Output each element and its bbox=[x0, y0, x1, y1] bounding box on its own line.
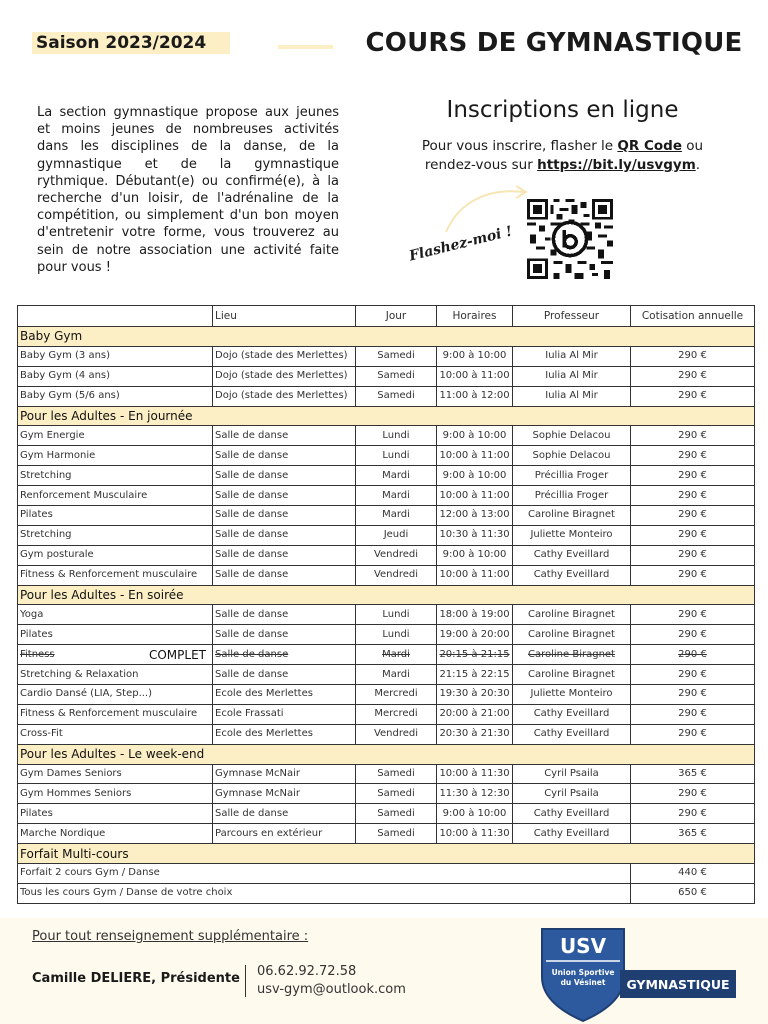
header-cell bbox=[18, 306, 213, 327]
table-cell: Ecole des Merlettes bbox=[213, 724, 356, 744]
table-cell: 290 € bbox=[631, 724, 755, 744]
table-cell: Lundi bbox=[356, 426, 437, 446]
table-cell: 290 € bbox=[631, 645, 755, 665]
table-row bbox=[18, 605, 755, 625]
section-header-row bbox=[18, 406, 755, 426]
forfait-price: 650 € bbox=[631, 883, 755, 903]
table-cell: 20:00 à 21:00 bbox=[437, 704, 513, 724]
table-cell: Ecole des Merlettes bbox=[213, 685, 356, 705]
table-cell: Pilates bbox=[18, 506, 213, 526]
table-cell: Salle de danse bbox=[213, 486, 356, 506]
table-cell: Dojo (stade des Merlettes) bbox=[213, 366, 356, 386]
logo-abbr: USV bbox=[559, 934, 607, 958]
inscriptions-title: Inscriptions en ligne bbox=[446, 97, 679, 123]
table-header-row bbox=[18, 306, 755, 327]
table-cell: 9:00 à 10:00 bbox=[437, 466, 513, 486]
table-row bbox=[18, 764, 755, 784]
table-cell: 290 € bbox=[631, 804, 755, 824]
table-cell: Fitness & Renforcement musculaire bbox=[18, 704, 213, 724]
table-cell: Salle de danse bbox=[213, 426, 356, 446]
table-cell: Caroline Biragnet bbox=[513, 506, 631, 526]
logo-line1: Union Sportive bbox=[551, 968, 615, 977]
flash-me-label: Flashez-moi ! bbox=[407, 223, 514, 265]
table-cell: 18:00 à 19:00 bbox=[437, 605, 513, 625]
table-cell: Mercredi bbox=[356, 704, 437, 724]
table-cell: Marche Nordique bbox=[18, 824, 213, 844]
table-row bbox=[18, 704, 755, 724]
table-cell: 19:00 à 20:00 bbox=[437, 625, 513, 645]
table-cell: Salle de danse bbox=[213, 605, 356, 625]
header-cell: Professeur bbox=[513, 306, 631, 327]
table-cell: Mardi bbox=[356, 466, 437, 486]
table-cell: Cathy Eveillard bbox=[513, 824, 631, 844]
table-cell: Cathy Eveillard bbox=[513, 724, 631, 744]
table-cell: Stretching bbox=[18, 466, 213, 486]
table-cell: Cyril Psaila bbox=[513, 784, 631, 804]
table-cell: Salle de danse bbox=[213, 525, 356, 545]
table-cell: Ecole Frassati bbox=[213, 704, 356, 724]
table-cell: Salle de danse bbox=[213, 804, 356, 824]
table-cell: Mardi bbox=[356, 506, 437, 526]
table-cell: 290 € bbox=[631, 545, 755, 565]
table-cell: Juliette Monteiro bbox=[513, 525, 631, 545]
forfait-name: Tous les cours Gym / Danse de votre choix bbox=[18, 883, 631, 903]
intro-paragraph: La section gymnastique propose aux jeunes et moins jeunes de nombreuses activités dans les disciplines de la danse, de la gymnastique et de la gymnastique rythmique. Débutant(e) ou confirmé(e), à la recherche d'un loisir, de l'adrénaline de la compétition, ou simplement d'un bon moyen d'entretenir votre forme, vous trouverez au sein de notre association une activité faite pour vous ! bbox=[37, 105, 339, 275]
table-row bbox=[18, 565, 755, 585]
table-cell: 290 € bbox=[631, 704, 755, 724]
course-name: Fitness bbox=[20, 648, 55, 660]
section-title: Pour les Adultes - Le week-end bbox=[18, 744, 755, 764]
table-cell: 9:00 à 10:00 bbox=[437, 346, 513, 366]
table-cell: Iulia Al Mir bbox=[513, 346, 631, 366]
usv-logo bbox=[540, 925, 738, 1023]
table-cell: 290 € bbox=[631, 366, 755, 386]
table-cell: 290 € bbox=[631, 565, 755, 585]
qr-code-label: QR Code bbox=[617, 138, 682, 154]
section-header-row bbox=[18, 844, 755, 864]
table-cell: Samedi bbox=[356, 804, 437, 824]
table-cell: Iulia Al Mir bbox=[513, 386, 631, 406]
table-cell: Caroline Biragnet bbox=[513, 605, 631, 625]
header-cell: Lieu bbox=[213, 306, 356, 327]
table-row bbox=[18, 824, 755, 844]
courses-table bbox=[17, 305, 755, 904]
table-cell: 20:15 à 21:15 bbox=[437, 645, 513, 665]
table-cell: Samedi bbox=[356, 346, 437, 366]
table-cell: Gym Hommes Seniors bbox=[18, 784, 213, 804]
table-cell: Caroline Biragnet bbox=[513, 625, 631, 645]
table-cell: Samedi bbox=[356, 784, 437, 804]
table-cell: Lundi bbox=[356, 446, 437, 466]
table-cell: Caroline Biragnet bbox=[513, 645, 631, 665]
section-title: Pour les Adultes - En soirée bbox=[18, 585, 755, 605]
table-row bbox=[18, 545, 755, 565]
table-cell: Mardi bbox=[356, 486, 437, 506]
table-cell: Mardi bbox=[356, 645, 437, 665]
table-cell: Samedi bbox=[356, 824, 437, 844]
table-cell: Gym Dames Seniors bbox=[18, 764, 213, 784]
divider bbox=[245, 965, 246, 997]
table-cell: Jeudi bbox=[356, 525, 437, 545]
header-cell: Jour bbox=[356, 306, 437, 327]
table-cell: Cathy Eveillard bbox=[513, 804, 631, 824]
table-cell: Cathy Eveillard bbox=[513, 565, 631, 585]
table-cell: 21:15 à 22:15 bbox=[437, 665, 513, 685]
table-row bbox=[18, 625, 755, 645]
signup-link[interactable]: https://bit.ly/usvgym bbox=[537, 157, 696, 173]
email-address[interactable]: usv-gym@outlook.com bbox=[257, 982, 406, 997]
page-title: COURS DE GYMNASTIQUE bbox=[365, 28, 743, 58]
table-row bbox=[18, 466, 755, 486]
table-cell: Sophie Delacou bbox=[513, 446, 631, 466]
table-cell: 11:30 à 12:30 bbox=[437, 784, 513, 804]
table-cell: 10:00 à 11:30 bbox=[437, 824, 513, 844]
table-cell: Renforcement Musculaire bbox=[18, 486, 213, 506]
table-cell: 290 € bbox=[631, 506, 755, 526]
section-title: Pour les Adultes - En journée bbox=[18, 406, 755, 426]
table-cell: Vendredi bbox=[356, 565, 437, 585]
table-cell: Précillia Froger bbox=[513, 486, 631, 506]
season-label: Saison 2023/2024 bbox=[32, 32, 230, 54]
table-cell: Juliette Monteiro bbox=[513, 685, 631, 705]
table-cell: 10:00 à 11:00 bbox=[437, 486, 513, 506]
table-row bbox=[18, 486, 755, 506]
table-cell: Baby Gym (5/6 ans) bbox=[18, 386, 213, 406]
table-cell: 290 € bbox=[631, 525, 755, 545]
table-row bbox=[18, 685, 755, 705]
table-cell: Vendredi bbox=[356, 545, 437, 565]
table-cell: 290 € bbox=[631, 605, 755, 625]
table-cell: Stretching bbox=[18, 525, 213, 545]
table-cell: Gym Energie bbox=[18, 426, 213, 446]
table-cell: Salle de danse bbox=[213, 665, 356, 685]
table-cell: 290 € bbox=[631, 386, 755, 406]
table-row bbox=[18, 426, 755, 446]
table-cell: Salle de danse bbox=[213, 545, 356, 565]
table-cell: Salle de danse bbox=[213, 446, 356, 466]
table-cell: Cathy Eveillard bbox=[513, 704, 631, 724]
table-row bbox=[18, 346, 755, 366]
table-cell: Dojo (stade des Merlettes) bbox=[213, 346, 356, 366]
qr-code-icon[interactable] bbox=[527, 199, 613, 279]
table-row bbox=[18, 724, 755, 744]
table-cell: 290 € bbox=[631, 346, 755, 366]
table-cell: 12:00 à 13:00 bbox=[437, 506, 513, 526]
section-header-row bbox=[18, 585, 755, 605]
table-cell: Salle de danse bbox=[213, 645, 356, 665]
table-cell: Salle de danse bbox=[213, 625, 356, 645]
table-cell: Gym posturale bbox=[18, 545, 213, 565]
table-cell: Cathy Eveillard bbox=[513, 545, 631, 565]
table-cell: Pilates bbox=[18, 804, 213, 824]
phone-number[interactable]: 06.62.92.72.58 bbox=[257, 964, 357, 979]
table-cell: 10:00 à 11:00 bbox=[437, 366, 513, 386]
table-cell: Mardi bbox=[356, 665, 437, 685]
inscriptions-text-after: . bbox=[695, 157, 701, 173]
table-cell: 11:00 à 12:00 bbox=[437, 386, 513, 406]
table-cell: Baby Gym (4 ans) bbox=[18, 366, 213, 386]
table-cell: Stretching & Relaxation bbox=[18, 665, 213, 685]
logo-banner: GYMNASTIQUE bbox=[626, 977, 730, 992]
table-cell: Gymnase McNair bbox=[213, 764, 356, 784]
table-cell: Samedi bbox=[356, 366, 437, 386]
table-cell: Gymnase McNair bbox=[213, 784, 356, 804]
table-cell: Lundi bbox=[356, 625, 437, 645]
table-cell: 290 € bbox=[631, 784, 755, 804]
table-cell: Fitness & Renforcement musculaire bbox=[18, 565, 213, 585]
inscriptions-text-middle: ou rendez-vous sur bbox=[424, 138, 704, 173]
forfait-price: 440 € bbox=[631, 864, 755, 884]
table-row bbox=[18, 665, 755, 685]
table-cell: Salle de danse bbox=[213, 565, 356, 585]
table-cell: Sophie Delacou bbox=[513, 426, 631, 446]
table-cell: 365 € bbox=[631, 824, 755, 844]
header-cell: Horaires bbox=[437, 306, 513, 327]
table-cell: 290 € bbox=[631, 486, 755, 506]
table-cell: 20:30 à 21:30 bbox=[437, 724, 513, 744]
table-row bbox=[18, 366, 755, 386]
inscriptions-text bbox=[400, 137, 725, 175]
table-cell: 290 € bbox=[631, 466, 755, 486]
complet-badge: COMPLET bbox=[148, 647, 206, 662]
table-cell: Pilates bbox=[18, 625, 213, 645]
table-row bbox=[18, 883, 755, 903]
table-cell: Baby Gym (3 ans) bbox=[18, 346, 213, 366]
table-cell: Mercredi bbox=[356, 685, 437, 705]
table-row bbox=[18, 784, 755, 804]
table-cell: Yoga bbox=[18, 605, 213, 625]
table-cell: 365 € bbox=[631, 764, 755, 784]
contact-info bbox=[257, 963, 406, 999]
table-row bbox=[18, 645, 755, 665]
decorative-bar bbox=[278, 45, 333, 49]
table-cell bbox=[18, 645, 213, 665]
section-header-row bbox=[18, 744, 755, 764]
table-cell: Parcours en extérieur bbox=[213, 824, 356, 844]
section-title: Forfait Multi-cours bbox=[18, 844, 755, 864]
table-cell: Caroline Biragnet bbox=[513, 665, 631, 685]
table-row bbox=[18, 864, 755, 884]
table-cell: Cross-Fit bbox=[18, 724, 213, 744]
table-row bbox=[18, 525, 755, 545]
table-row bbox=[18, 506, 755, 526]
table-cell: 10:30 à 11:30 bbox=[437, 525, 513, 545]
table-cell: Vendredi bbox=[356, 724, 437, 744]
table-cell: 9:00 à 10:00 bbox=[437, 804, 513, 824]
inscriptions-text-before: Pour vous inscrire, flasher le bbox=[421, 138, 618, 154]
table-cell: Samedi bbox=[356, 386, 437, 406]
table-cell: Cyril Psaila bbox=[513, 764, 631, 784]
table-cell: 10:00 à 11:30 bbox=[437, 764, 513, 784]
forfait-name: Forfait 2 cours Gym / Danse bbox=[18, 864, 631, 884]
table-cell: Salle de danse bbox=[213, 466, 356, 486]
table-cell: Gym Harmonie bbox=[18, 446, 213, 466]
table-cell: 10:00 à 11:00 bbox=[437, 565, 513, 585]
table-cell: 9:00 à 10:00 bbox=[437, 545, 513, 565]
table-cell: 19:30 à 20:30 bbox=[437, 685, 513, 705]
section-title: Baby Gym bbox=[18, 327, 755, 347]
table-cell: Lundi bbox=[356, 605, 437, 625]
table-cell: 290 € bbox=[631, 446, 755, 466]
table-row bbox=[18, 804, 755, 824]
table-cell: Cardio Dansé (LIA, Step...) bbox=[18, 685, 213, 705]
table-cell: 9:00 à 10:00 bbox=[437, 426, 513, 446]
table-cell: Iulia Al Mir bbox=[513, 366, 631, 386]
table-row bbox=[18, 386, 755, 406]
table-cell: Samedi bbox=[356, 764, 437, 784]
header-cell: Cotisation annuelle bbox=[631, 306, 755, 327]
table-cell: 290 € bbox=[631, 665, 755, 685]
table-cell: Salle de danse bbox=[213, 506, 356, 526]
table-cell: 290 € bbox=[631, 685, 755, 705]
section-header-row bbox=[18, 327, 755, 347]
president-name: Camille DELIERE, Présidente bbox=[32, 971, 240, 986]
logo-line2: du Vésinet bbox=[560, 978, 606, 987]
table-cell: 10:00 à 11:00 bbox=[437, 446, 513, 466]
table-cell: 290 € bbox=[631, 426, 755, 446]
table-cell: 290 € bbox=[631, 625, 755, 645]
info-label: Pour tout renseignement supplémentaire : bbox=[32, 929, 309, 944]
table-row bbox=[18, 446, 755, 466]
table-cell: Précillia Froger bbox=[513, 466, 631, 486]
table-cell: Dojo (stade des Merlettes) bbox=[213, 386, 356, 406]
